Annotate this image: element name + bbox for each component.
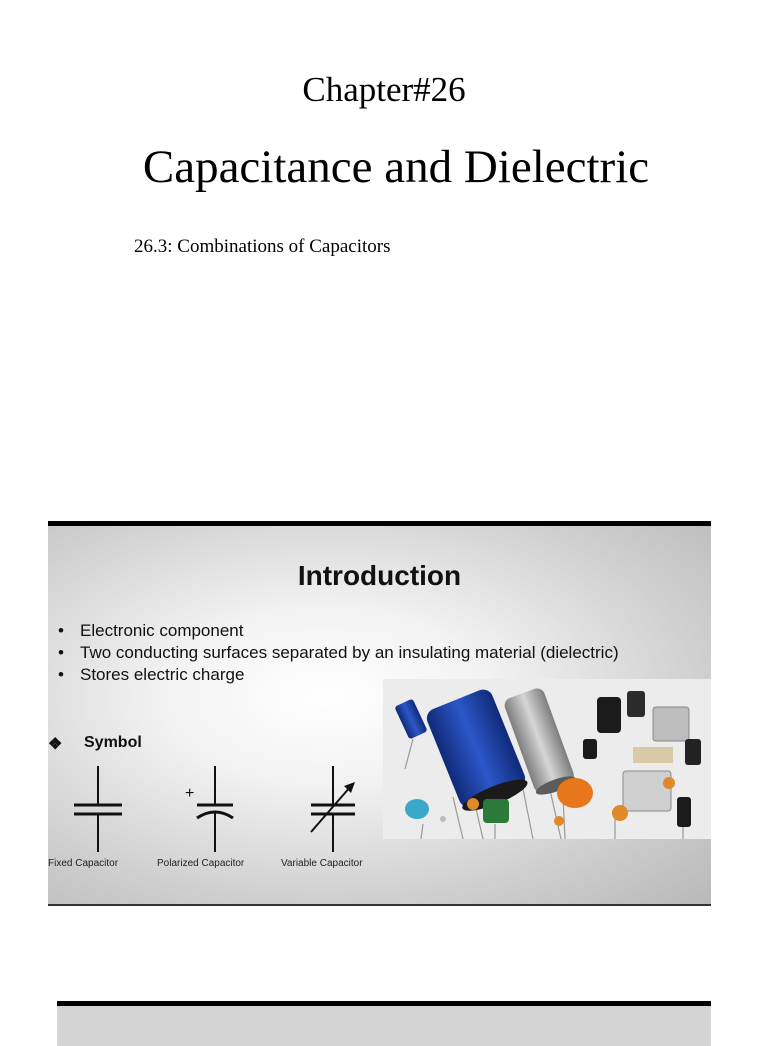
section-subtitle: 26.3: Combinations of Capacitors xyxy=(134,236,391,257)
bullet-glyph: • xyxy=(58,621,64,640)
diamond-bullet-icon: ❖ xyxy=(48,736,63,753)
page-title: Capacitance and Dielectric xyxy=(142,141,650,193)
bullet-text: Two conducting surfaces separated by an insulating material (dielectric) xyxy=(80,643,619,662)
polarity-plus-label: + xyxy=(185,785,195,802)
symbol-heading: Symbol xyxy=(84,734,142,751)
fixed-capacitor-icon xyxy=(70,764,130,854)
slide-title: Introduction xyxy=(297,560,462,591)
introduction-slide xyxy=(48,521,711,906)
fixed-capacitor-label: Fixed Capacitor xyxy=(48,858,119,869)
variable-capacitor-label: Variable Capacitor xyxy=(281,858,363,869)
variable-capacitor-icon xyxy=(303,764,363,854)
bullet-text: Stores electric charge xyxy=(80,665,245,684)
bullet-item xyxy=(56,642,696,664)
polarized-capacitor-icon xyxy=(183,764,253,854)
bullet-glyph: • xyxy=(58,665,64,684)
bullet-list xyxy=(56,620,696,686)
polarized-capacitor-label: Polarized Capacitor xyxy=(157,858,245,869)
bullet-glyph: • xyxy=(58,643,64,662)
bullet-item xyxy=(56,620,696,642)
bullet-text: Electronic component xyxy=(80,621,244,640)
capacitors-photo xyxy=(383,679,711,839)
chapter-heading: Chapter#26 xyxy=(302,70,466,109)
